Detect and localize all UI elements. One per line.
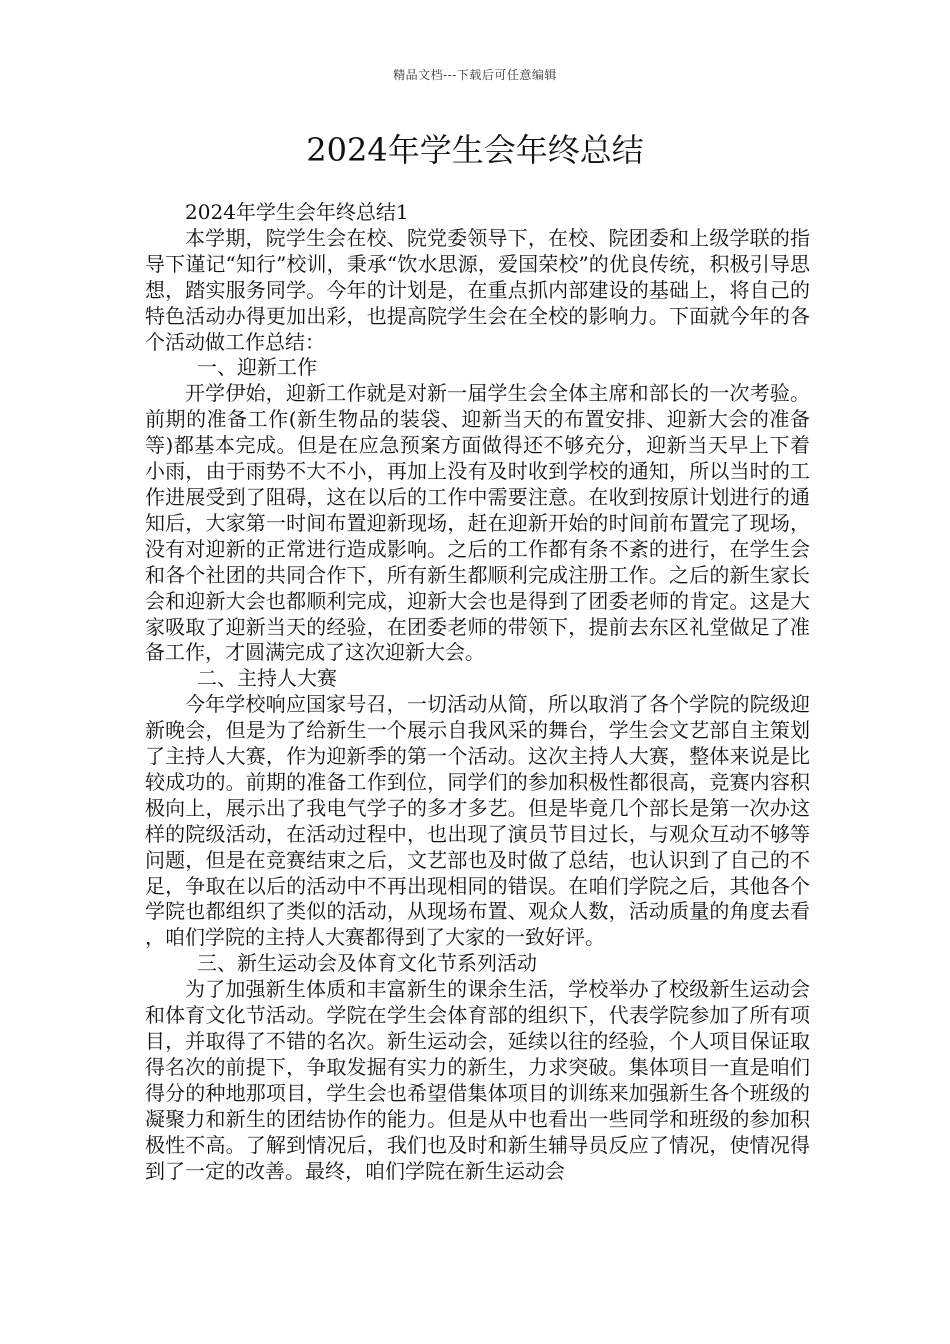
document-body	[145, 200, 810, 1184]
section-text-host-contest: 今年学校响应国家号召，一切活动从简，所以取消了各个学院的院级迎新晚会，但是为了给新生一个展示自我风采的舞台，学生会文艺部自主策划了主持人大赛，作为迎新季的第一个活动。这次主持人大赛，整体来说是比较成功的。前期的准备工作到位，同学们的参加积极性都很高，竞赛内容积极向上，展示出了我电气学子的多才多艺。但是毕竟几个部长是第一次办这样的院级活动，在活动过程中，也出现了演员节目过长，与观众互动不够等问题，但是在竞赛结束之后，文艺部也及时做了总结，也认识到了自己的不足，争取在以后的活动中不再出现相同的错误。在咱们学院之后，其他各个学院也都组织了类似的活动，从现场布置、观众人数，活动质量的角度去看，咱们学院的主持人大赛都得到了大家的一致好评。	[145, 692, 810, 950]
intro-paragraph: 本学期，院学生会在校、院党委领导下，在校、院团委和上级学联的指导下谨记“知行”校训，秉承“饮水思源，爱国荣校”的优良传统，积极引导思想，踏实服务同学。今年的计划是，在重点抓内部建设的基础上，将自己的特色活动办得更加出彩，也提高院学生会在全校的影响力。下面就今年的各个活动做工作总结：	[145, 225, 810, 354]
document-subtitle: 2024年学生会年终总结1	[185, 200, 409, 224]
page-header: 精品文档---下载后可任意编辑	[393, 68, 557, 82]
section-text-welcome: 开学伊始，迎新工作就是对新一届学生会全体主席和部长的一次考验。前期的准备工作(新生物品的装袋、迎新当天的布置安排、迎新大会的准备等)都基本完成。但是在应急预案方面做得还不够充分，迎新当天早上下着小雨，由于雨势不大不小，再加上没有及时收到学校的通知，所以当时的工作进展受到了阻碍，这在以后的工作中需要注意。在收到按原计划进行的通知后，大家第一时间布置迎新现场，赶在迎新开始的时间前布置完了现场，没有对迎新的正常进行造成影响。之后的工作都有条不紊的进行，在学生会和各个社团的共同合作下，所有新生都顺利完成注册工作。之后的新生家长会和迎新大会也都顺利完成，迎新大会也是得到了团委老师的肯定。这是大家吸取了迎新当天的经验，在团委老师的带领下，提前去东区礼堂做足了准备工作，才圆满完成了这次迎新大会。	[145, 381, 810, 665]
section-heading-sports: 三、新生运动会及体育文化节系列活动	[197, 951, 537, 976]
section-text-sports: 为了加强新生体质和丰富新生的课余生活，学校举办了校级新生运动会和体育文化节活动。学院在学生会体育部的组织下，代表学院参加了所有项目，并取得了不错的名次。新生运动会，延续以往的经验，个人项目保证取得名次的前提下，争取发掘有实力的新生，力求突破。集体项目一直是咱们得分的种地那项目，学生会也希望借集体项目的训练来加强新生各个班级的凝聚力和新生的团结协作的能力。但是从中也看出一些同学和班级的参加积极性不高。了解到情况后，我们也及时和新生辅导员反应了情况，使情况得到了一定的改善。最终，咱们学院在新生运动会	[145, 977, 810, 1183]
document-title: 2024年学生会年终总结	[306, 131, 644, 169]
section-heading-welcome: 一、迎新工作	[197, 355, 317, 380]
section-heading-host-contest: 二、主持人大赛	[197, 666, 337, 691]
